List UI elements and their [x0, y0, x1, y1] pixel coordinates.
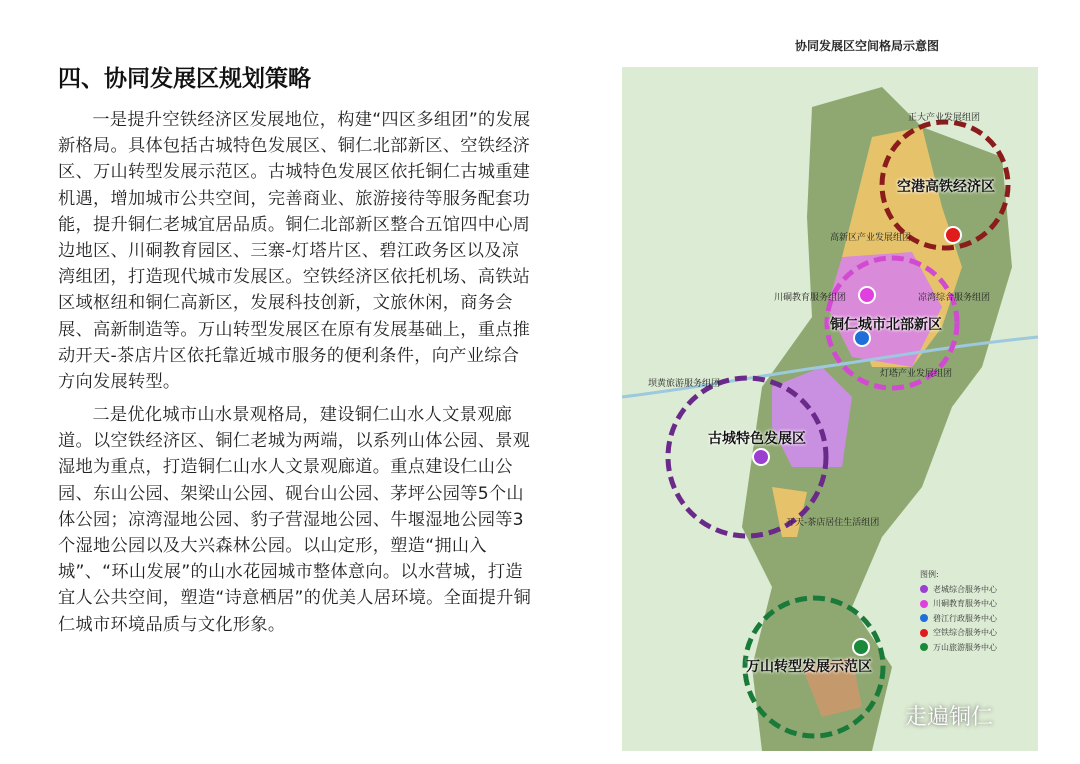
- group-label: 坝黄旅游服务组团: [648, 379, 721, 389]
- purple-dot-icon: [920, 585, 928, 593]
- legend-label: 老城综合服务中心: [933, 584, 997, 594]
- group-label: 开天-茶店居住生活组团: [786, 518, 880, 528]
- legend-label: 川硐教育服务中心: [933, 599, 997, 608]
- legend-title: 图例:: [920, 570, 939, 579]
- zone-label: 铜仁城市北部新区: [830, 317, 942, 333]
- group-label: 川硐教育服务组团: [774, 293, 847, 303]
- paragraph-1: 一是提升空铁经济区发展地位，构建“四区多组团”的发展新格局。具体包括古城特色发展区、铜仁北部新区、空铁经济区、万山转型发展示范区。古城特色发展区依托铜仁古城重建机遇，增加城市公共空间，完善商业、旅游接待等服务配套功能，提升铜仁老城宜居品质。铜仁北部新区整合五馆四中心周边地区、川硐教育园区、三寨-灯塔片区、碧江政务区以及凉湾组团，打造现代城市发展区。空铁经济区依托机场、高铁站区域枢纽和铜仁高新区，发展科技创新，文旅休闲，商务会展、高新制造等。万山转型发展区在原有发展基础上，重点推动开天-茶店片区依托靠近城市服务的便利条件，向产业综合方向发展转型。: [58, 110, 531, 393]
- legend-item: [920, 612, 997, 627]
- red-dot-icon: [920, 629, 928, 637]
- legend-item: [920, 626, 997, 641]
- group-label: 灯塔产业发展组团: [880, 369, 953, 379]
- zone-label: 万山转型发展示范区: [746, 659, 872, 675]
- blue-dot-icon: [920, 614, 928, 622]
- page-heading: 四、协同发展区规划策略: [58, 66, 311, 92]
- group-label: 凉湾综合服务组团: [918, 293, 991, 303]
- legend-item: [920, 583, 997, 598]
- legend-label: 空铁综合服务中心: [933, 628, 997, 637]
- watermark: 走遍铜仁: [905, 705, 994, 730]
- map-title: 协同发展区空间格局示意图: [795, 39, 940, 53]
- legend-item: [920, 641, 997, 656]
- magenta-dot-icon: [920, 600, 928, 608]
- zone-label: 古城特色发展区: [708, 431, 806, 447]
- green-dot-icon: [920, 643, 928, 651]
- group-label: 高新区产业发展组团: [830, 233, 912, 243]
- group-label: 正大产业发展组团: [908, 113, 981, 123]
- legend-label: 万山旅游服务中心: [933, 642, 997, 652]
- legend-label: 碧江行政服务中心: [933, 613, 997, 623]
- paragraph-2: 二是优化城市山水景观格局，建设铜仁山水人文景观廊道。以空铁经济区、铜仁老城为两端，以系列山体公园、景观湿地为重点，打造铜仁山水人文景观廊道。重点建设仁山公园、东山公园、架梁山公园、砚台山公园、茅坪公园等5个山体公园；凉湾湿地公园、豹子营湿地公园、牛堰湿地公园等3个湿地公园以及大兴森林公园。以山定形，塑造“拥山入城”、“环山发展”的山水花园城市整体意向。以水营城，打造宜人公共空间，塑造“诗意栖居”的优美人居环境。全面提升铜仁城市环境品质与文化形象。: [58, 405, 532, 635]
- map-legend: [920, 568, 997, 655]
- legend-item: [920, 597, 997, 612]
- zone-label: 空港高铁经济区: [897, 179, 995, 195]
